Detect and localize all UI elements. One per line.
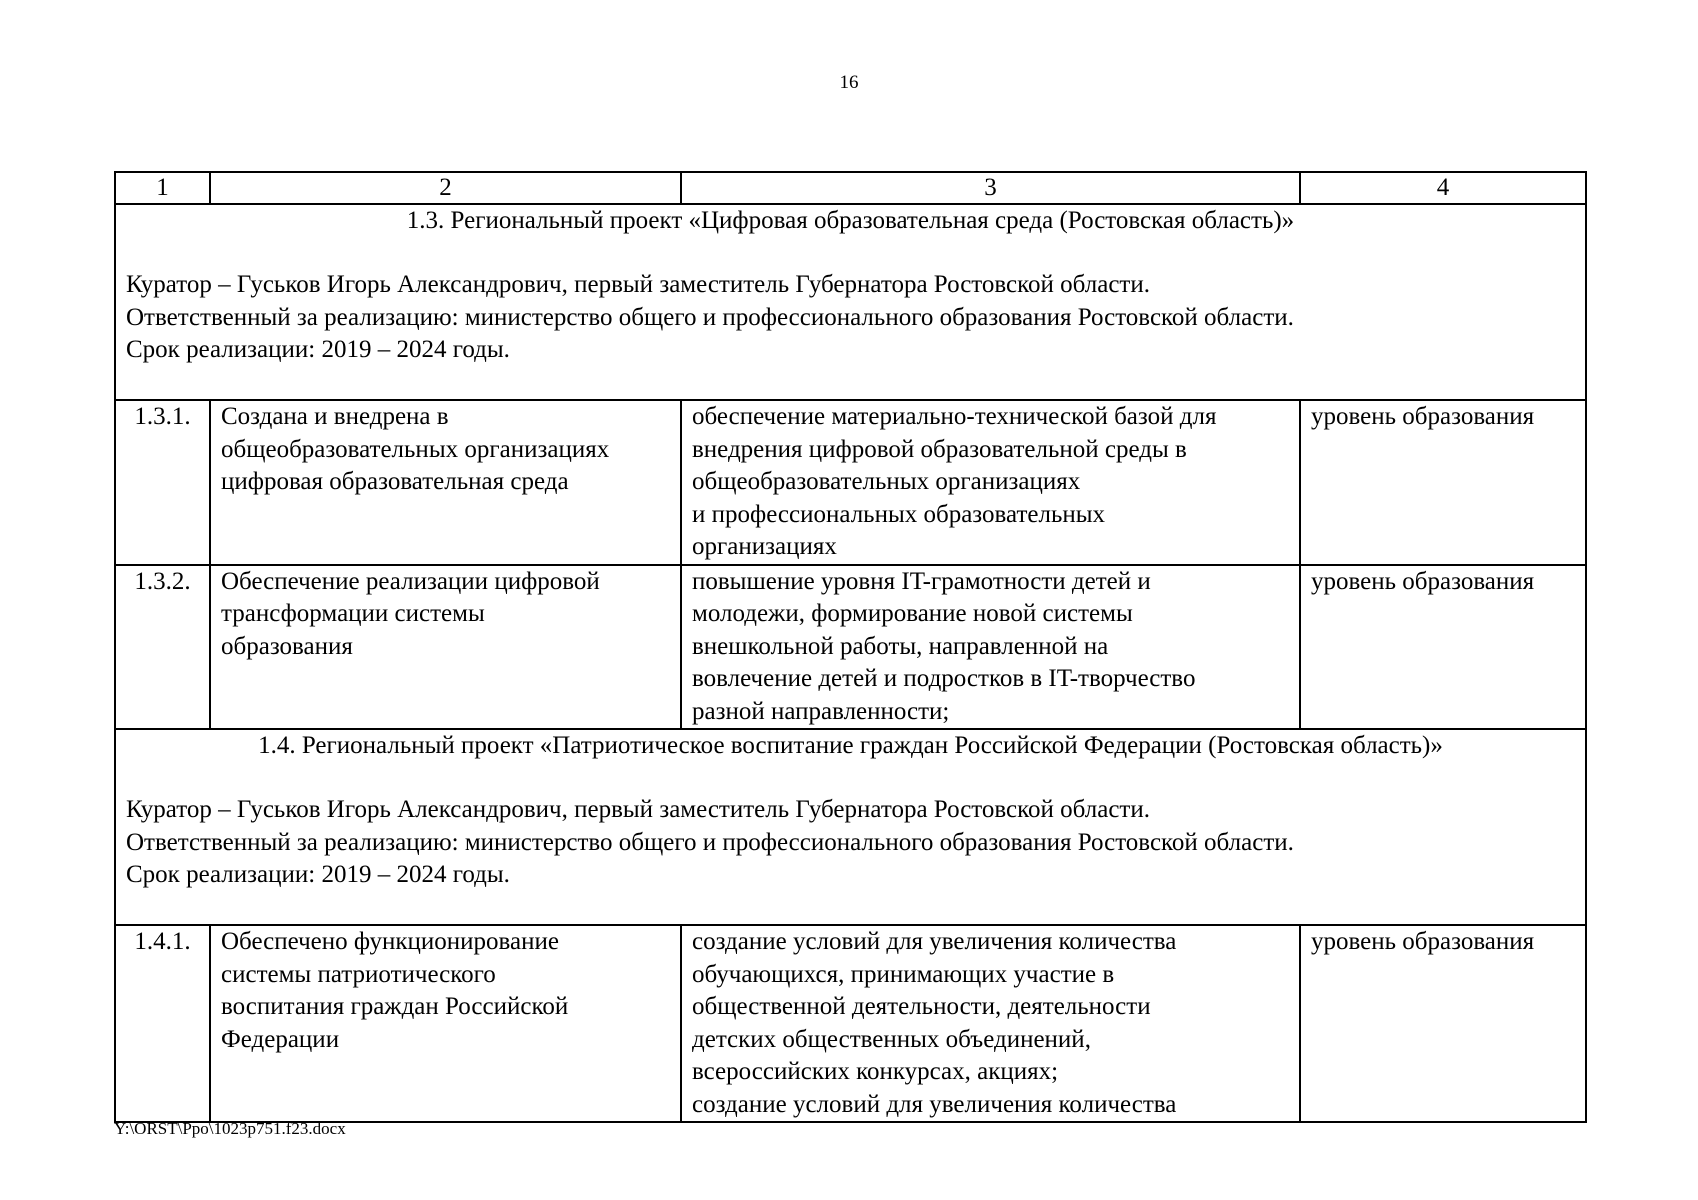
row-description-line: разной направленности; [692,697,950,725]
section-header-row [115,729,1586,925]
section-responsible: Ответственный за реализацию: министерство общего и профессионального образования Ростовской области. [126,828,1294,856]
row-name-line: образования [221,632,353,660]
row-description-line: всероссийских конкурсах, акциях; [692,1058,1059,1085]
section-title: 1.4. Региональный проект «Патриотическое воспитание граждан Российской Федерации (Ростовская область)» [258,732,1443,759]
row-description-line: молодежи, формирование новой системы [692,600,1133,627]
section-responsible: Ответственный за реализацию: министерство общего и профессионального образования Ростовской области. [126,303,1294,331]
row-description-cell [681,400,1300,565]
row-description-line: детских общественных объединений, [692,1025,1091,1053]
row-description-line: обучающихся, принимающих участие в [692,960,1115,988]
row-name-line: Обеспечено функционирование [221,928,559,955]
row-name-line: Создана и внедрена в [221,403,449,430]
table-row [115,400,1586,565]
row-description-line: организациях [692,533,837,560]
table-row [115,565,1586,730]
row-description-line: повышение уровня IT-грамотности детей и [692,567,1151,595]
section-curator: Куратор – Гуськов Игорь Александрович, первый заместитель Губернатора Ростовской области. [126,271,1150,298]
column-number: 1 [115,172,210,204]
row-name-line: воспитания граждан Российской [221,993,569,1020]
row-level-cell: уровень образования [1300,925,1586,1122]
column-number: 3 [681,172,1300,204]
section-title: 1.3. Региональный проект «Цифровая образовательная среда (Ростовская область)» [406,207,1295,234]
row-number: 1.4.1. [115,925,210,1122]
row-level-cell: уровень образования [1300,565,1586,730]
row-description-cell [681,925,1300,1122]
row-description-line: создание условий для увеличения количества [692,928,1177,955]
row-name-line: Федерации [221,1025,340,1053]
row-name-line: общеобразовательных организациях [221,435,610,463]
row-description-line: создание условий для увеличения количества [692,1090,1177,1118]
row-level-cell: уровень образования [1300,400,1586,565]
row-description-line: обеспечение материально-технической базой для [692,403,1217,430]
row-name-cell [210,925,681,1122]
section-curator: Куратор – Гуськов Игорь Александрович, первый заместитель Губернатора Ростовской области. [126,796,1150,823]
file-path-footer: Y:\ORST\Ppo\1023p751.f23.docx [114,1119,346,1138]
column-number: 2 [210,172,681,204]
section-period: Срок реализации: 2019 – 2024 годы. [126,861,510,888]
row-description-line: общественной деятельности, деятельности [692,993,1151,1020]
column-number-row [115,172,1586,204]
table-row [115,925,1586,1122]
section-header-row [115,204,1586,400]
row-name-cell [210,565,681,730]
row-name-line: трансформации системы [221,600,485,627]
section-header-cell [115,204,1586,400]
program-table [114,171,1587,1123]
section-period: Срок реализации: 2019 – 2024 годы. [126,336,510,363]
row-description-line: и профессиональных образовательных [692,500,1106,528]
row-name-line: цифровая образовательная среда [221,468,569,495]
row-description-line: внедрения цифровой образовательной среды в [692,435,1187,463]
row-description-line: вовлечение детей и подростков в IT-творчество [692,665,1196,692]
row-number: 1.3.1. [115,400,210,565]
row-name-line: системы патриотического [221,960,496,988]
column-number: 4 [1300,172,1586,204]
row-number: 1.3.2. [115,565,210,730]
row-description-cell [681,565,1300,730]
page-number: 16 [839,72,859,93]
row-name-cell [210,400,681,565]
row-description-line: общеобразовательных организациях [692,468,1081,495]
row-description-line: внешкольной работы, направленной на [692,632,1109,660]
section-header-cell [115,729,1586,925]
row-name-line: Обеспечение реализации цифровой [221,567,600,595]
